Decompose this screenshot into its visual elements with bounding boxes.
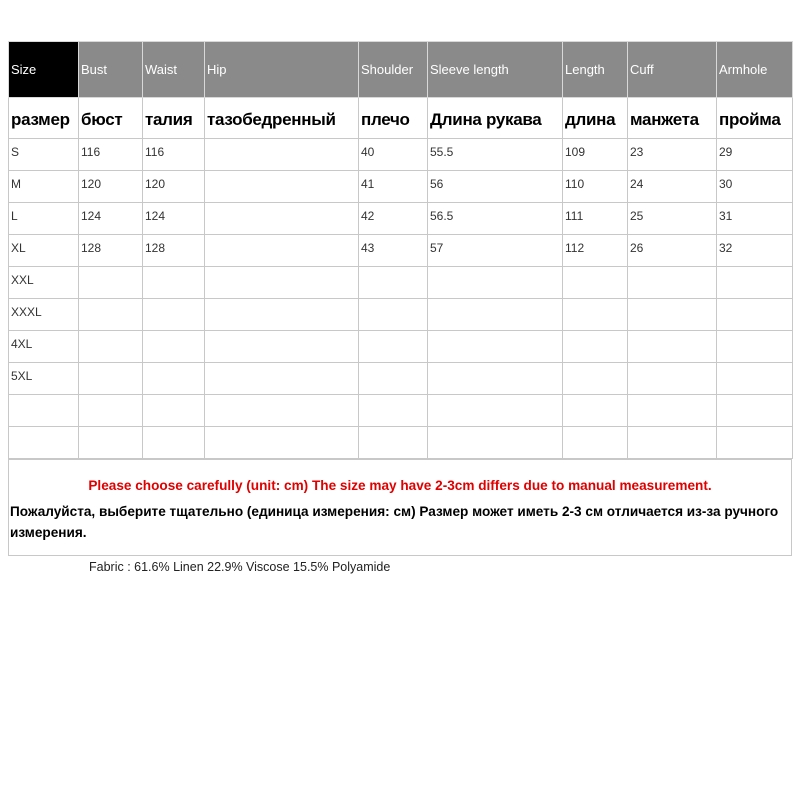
table-cell (359, 395, 428, 427)
table-cell: Длина рукава (428, 98, 563, 139)
table-cell (143, 267, 205, 299)
size-chart-table (8, 41, 793, 459)
table-cell (563, 299, 628, 331)
table-cell: 120 (143, 171, 205, 203)
table-row (9, 139, 793, 171)
table-cell: 41 (359, 171, 428, 203)
table-cell (79, 267, 143, 299)
table-cell: талия (143, 98, 205, 139)
table-cell: XXL (9, 267, 79, 299)
table-cell: пройма (717, 98, 793, 139)
table-cell (205, 139, 359, 171)
table-cell (205, 299, 359, 331)
note-russian: Пожалуйста, выберите тщательно (единица измерения: см) Размер может иметь 2-3 см отличается из-за ручного измерения. (10, 504, 779, 540)
table-cell (628, 331, 717, 363)
table-cell (563, 395, 628, 427)
table-cell: 23 (628, 139, 717, 171)
header-row-english (9, 42, 793, 98)
table-cell: Armhole (717, 42, 793, 98)
table-cell (205, 395, 359, 427)
table-cell: Shoulder (359, 42, 428, 98)
table-cell (717, 395, 793, 427)
table-cell: 42 (359, 203, 428, 235)
table-cell: плечо (359, 98, 428, 139)
table-cell: Cuff (628, 42, 717, 98)
table-cell (628, 299, 717, 331)
table-cell: 55.5 (428, 139, 563, 171)
table-cell (143, 331, 205, 363)
table-cell: размер (9, 98, 79, 139)
table-cell (143, 395, 205, 427)
table-cell (628, 363, 717, 395)
table-cell (205, 363, 359, 395)
table-row (9, 203, 793, 235)
table-cell (717, 363, 793, 395)
table-cell: Length (563, 42, 628, 98)
size-notes-box (8, 459, 792, 556)
table-cell (9, 395, 79, 427)
table-cell (359, 299, 428, 331)
table-cell: длина (563, 98, 628, 139)
table-row (9, 171, 793, 203)
header-row-russian (9, 98, 793, 139)
table-cell (79, 331, 143, 363)
table-cell: XL (9, 235, 79, 267)
table-cell (717, 331, 793, 363)
table-cell: L (9, 203, 79, 235)
table-row (9, 363, 793, 395)
table-cell (143, 363, 205, 395)
table-cell: Hip (205, 42, 359, 98)
table-cell: Sleeve length (428, 42, 563, 98)
table-cell (428, 427, 563, 459)
table-cell (205, 331, 359, 363)
table-cell: 25 (628, 203, 717, 235)
table-cell: 30 (717, 171, 793, 203)
table-cell (9, 427, 79, 459)
table-row (9, 267, 793, 299)
table-cell: 57 (428, 235, 563, 267)
table-cell (359, 267, 428, 299)
table-cell (79, 427, 143, 459)
table-cell: Size (9, 42, 79, 98)
table-cell (628, 395, 717, 427)
table-cell (428, 395, 563, 427)
table-row (9, 395, 793, 427)
table-cell (359, 427, 428, 459)
table-cell: S (9, 139, 79, 171)
table-cell: 56 (428, 171, 563, 203)
table-cell (563, 363, 628, 395)
table-cell (205, 171, 359, 203)
table-cell (359, 363, 428, 395)
table-cell: M (9, 171, 79, 203)
table-cell (205, 427, 359, 459)
table-row (9, 299, 793, 331)
table-cell (628, 267, 717, 299)
table-cell (717, 299, 793, 331)
table-cell: 31 (717, 203, 793, 235)
table-cell (428, 267, 563, 299)
table-cell: 124 (143, 203, 205, 235)
table-cell: тазобедренный (205, 98, 359, 139)
table-cell: 29 (717, 139, 793, 171)
table-cell: 109 (563, 139, 628, 171)
table-cell: XXXL (9, 299, 79, 331)
table-cell (628, 427, 717, 459)
table-cell: 5XL (9, 363, 79, 395)
table-cell: 128 (79, 235, 143, 267)
table-cell (717, 427, 793, 459)
table-cell: 128 (143, 235, 205, 267)
table-cell (428, 299, 563, 331)
table-cell (143, 427, 205, 459)
table-cell (563, 267, 628, 299)
table-cell: 56.5 (428, 203, 563, 235)
table-cell (205, 267, 359, 299)
table-row (9, 235, 793, 267)
table-cell: 26 (628, 235, 717, 267)
table-row (9, 427, 793, 459)
table-cell (205, 203, 359, 235)
fabric-composition: Fabric : 61.6% Linen 22.9% Viscose 15.5% Polyamide (89, 560, 391, 574)
table-cell (205, 235, 359, 267)
table-cell: 24 (628, 171, 717, 203)
table-cell (359, 331, 428, 363)
table-cell: 40 (359, 139, 428, 171)
table-cell: 32 (717, 235, 793, 267)
table-cell: бюст (79, 98, 143, 139)
table-cell (143, 299, 205, 331)
note-english: Please choose carefully (unit: cm) The size may have 2-3cm differs due to manual measurement. (88, 478, 712, 493)
table-row (9, 331, 793, 363)
table-cell: 111 (563, 203, 628, 235)
table-cell (428, 331, 563, 363)
table-cell (563, 331, 628, 363)
table-cell (717, 267, 793, 299)
table-cell: 116 (143, 139, 205, 171)
table-cell: 120 (79, 171, 143, 203)
table-cell: 4XL (9, 331, 79, 363)
table-cell (79, 363, 143, 395)
table-cell: 116 (79, 139, 143, 171)
table-cell (79, 299, 143, 331)
table-cell: 112 (563, 235, 628, 267)
table-cell: Bust (79, 42, 143, 98)
table-cell (563, 427, 628, 459)
table-cell: 110 (563, 171, 628, 203)
table-cell: 124 (79, 203, 143, 235)
table-cell: манжета (628, 98, 717, 139)
table-cell: 43 (359, 235, 428, 267)
table-cell (79, 395, 143, 427)
table-cell: Waist (143, 42, 205, 98)
table-cell (428, 363, 563, 395)
